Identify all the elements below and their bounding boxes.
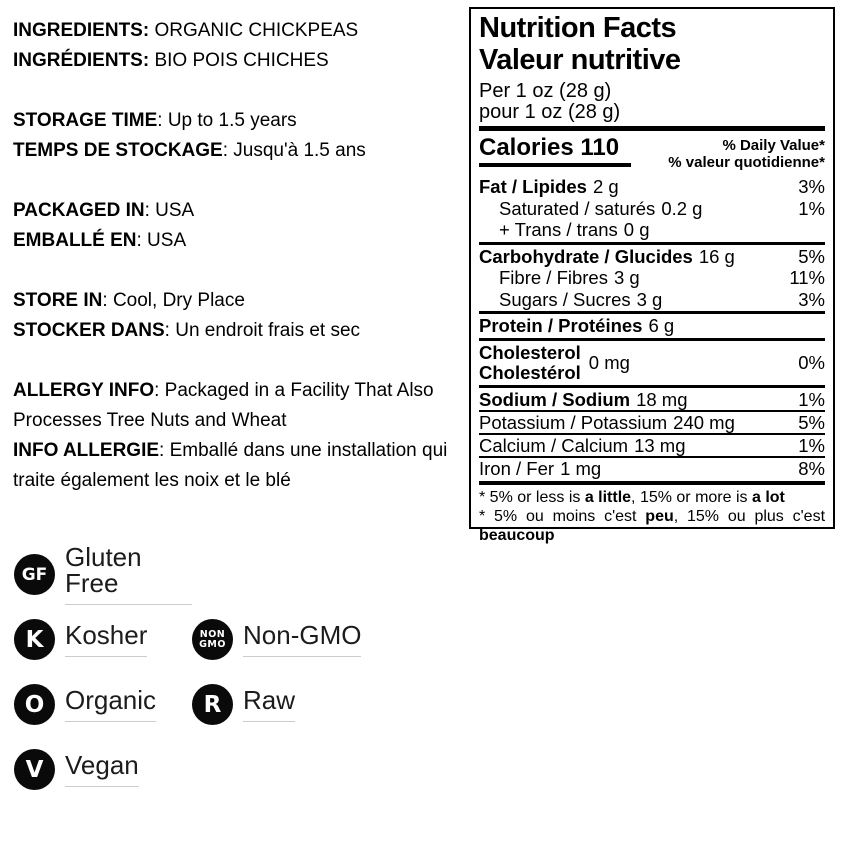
allergy-info-value-en: : Packaged in a Facility That Also Processes Tree Nuts and Wheat — [13, 380, 434, 431]
non-gmo-icon-bottom: GMO — [199, 638, 226, 650]
badge-label-kosher: Kosher — [65, 622, 147, 657]
footnote-fr-part: , 15% ou plus c'est — [673, 508, 826, 525]
ingredients-value-fr: BIO POIS CHICHES — [149, 50, 329, 71]
nutrient-dv: 11% — [789, 267, 825, 288]
badge-gluten-free — [14, 544, 192, 605]
nutrient-name: Carbohydrate / Glucides — [479, 245, 693, 267]
storage-time-label-fr: TEMPS DE STOCKAGE — [13, 140, 223, 161]
product-info-block — [13, 16, 475, 526]
separator-mid — [479, 242, 825, 245]
badge-vegan — [14, 749, 192, 790]
nutrient-row-sugars — [479, 289, 825, 311]
store-in-value-en: : Cool, Dry Place — [102, 290, 245, 311]
nutrient-row-protein — [479, 315, 825, 337]
footnote-en — [479, 488, 825, 507]
store-in-line-fr — [13, 316, 475, 346]
nutrient-amount: 3 g — [613, 267, 640, 288]
footnote-fr — [479, 507, 825, 545]
separator-thick — [479, 481, 825, 485]
cholesterol-name-en: Cholesterol — [479, 341, 581, 363]
non-gmo-icon-top: NON — [199, 628, 226, 640]
calories-label: Calories — [479, 134, 574, 161]
calories-underline — [479, 163, 631, 167]
footnote-fr-part: * 5% ou moins c'est — [479, 508, 646, 525]
separator-thick — [479, 126, 825, 131]
ingredients-label-en: INGREDIENTS: — [13, 20, 150, 41]
allergy-info-label-fr: INFO ALLERGIE — [13, 440, 160, 461]
nutrient-dv: 1% — [798, 434, 825, 456]
panel-title-en: Nutrition Facts — [479, 12, 677, 44]
footnote-en-part: , 15% or more is — [631, 489, 752, 506]
nutrient-amount: 0 mg — [588, 351, 630, 373]
separator-mid — [479, 311, 825, 314]
badge-kosher — [14, 619, 192, 660]
packaged-in-value-fr: : USA — [136, 230, 187, 251]
nutrient-row-fat — [479, 176, 825, 198]
nutrient-name: Saturated / saturés — [499, 197, 656, 219]
ingredients-line-fr — [13, 46, 475, 76]
nutrient-dv: 0% — [798, 351, 825, 373]
ingredients-value-en: ORGANIC CHICKPEAS — [149, 20, 359, 41]
calories-header — [479, 135, 825, 171]
ingredients-line-en — [13, 16, 475, 46]
daily-value-header-en: % Daily Value* — [722, 137, 825, 154]
ingredients-group — [13, 16, 475, 76]
storage-time-group — [13, 106, 475, 166]
nutrient-row-trans — [479, 219, 825, 241]
nutrient-amount: 18 mg — [636, 388, 688, 410]
nutrient-dv: 1% — [798, 197, 825, 219]
nutrient-name: Potassium / Potassium — [479, 411, 668, 433]
nutrient-amount: 2 g — [592, 176, 619, 197]
allergy-info-line-en — [13, 376, 475, 436]
nutrient-name: + Trans / trans — [499, 219, 618, 240]
serving-size-fr: pour 1 oz (28 g) — [479, 101, 621, 123]
nutrient-name: Fibre / Fibres — [499, 267, 608, 288]
packaged-in-line-fr — [13, 226, 475, 256]
calories-amount: 110 — [580, 134, 620, 161]
nutrient-dv: 5% — [798, 245, 825, 267]
panel-title-fr: Valeur nutritive — [479, 44, 681, 76]
certification-badges — [14, 542, 444, 802]
badge-label-non-gmo: Non-GMO — [243, 622, 361, 657]
badge-row — [14, 607, 444, 672]
badge-non-gmo — [192, 619, 361, 660]
nutrient-name: Fat / Lipides — [479, 176, 587, 197]
store-in-group — [13, 286, 475, 346]
allergy-info-group — [13, 376, 475, 496]
nutrient-amount: 0 g — [623, 219, 650, 240]
packaged-in-line-en — [13, 196, 475, 226]
badge-row — [14, 672, 444, 737]
store-in-value-fr: : Un endroit frais et sec — [164, 320, 361, 341]
storage-time-label-en: STORAGE TIME — [13, 110, 158, 131]
nutrient-row-fibre — [479, 267, 825, 289]
nutrient-row-potassium — [479, 412, 825, 434]
nutrient-row-iron — [479, 458, 825, 480]
separator-mid — [479, 385, 825, 388]
cholesterol-names — [479, 343, 581, 383]
nutrient-dv: 3% — [798, 176, 825, 197]
calories-value-block — [479, 135, 631, 167]
footnote-en-part: * 5% or less is — [479, 489, 585, 506]
nutrient-name: Sugars / Sucres — [499, 288, 631, 310]
nutrient-row-carbohydrate — [479, 246, 825, 268]
badge-row — [14, 542, 444, 607]
allergy-info-label-en: ALLERGY INFO — [13, 380, 155, 401]
packaged-in-value-en: : USA — [144, 200, 195, 221]
non-gmo-icon — [192, 619, 233, 660]
nutrient-row-calcium — [479, 435, 825, 457]
daily-value-header — [668, 135, 825, 171]
footnote-en-bold: a lot — [751, 489, 785, 506]
store-in-label-en: STORE IN — [13, 290, 103, 311]
storage-time-line-fr — [13, 136, 475, 166]
nutrient-name: Sodium / Sodium — [479, 388, 631, 410]
ingredients-label-fr: INGRÉDIENTS: — [13, 50, 150, 71]
kosher-icon: K — [14, 619, 55, 660]
badge-label-vegan: Vegan — [65, 752, 139, 787]
allergy-info-value-fr: : Emballé dans une installation qui traite également les noix et le blé — [13, 440, 448, 491]
nutrient-amount: 13 mg — [634, 434, 686, 456]
badge-label-gluten-free: Gluten Free — [65, 544, 192, 605]
store-in-label-fr: STOCKER DANS — [13, 320, 165, 341]
nutrient-row-saturated — [479, 198, 825, 220]
nutrient-amount: 6 g — [648, 315, 675, 336]
nutrient-row-cholesterol — [479, 342, 825, 384]
packaged-in-group — [13, 196, 475, 256]
nutrient-amount: 0.2 g — [661, 197, 703, 219]
footnote-fr-bold: peu — [645, 508, 674, 525]
nutrient-name: Iron / Fer — [479, 457, 555, 479]
nutrient-name: Protein / Protéines — [479, 315, 643, 336]
separator-mid — [479, 338, 825, 341]
store-in-line-en — [13, 286, 475, 316]
nutrient-name: Calcium / Calcium — [479, 434, 629, 456]
nutrient-dv: 3% — [798, 288, 825, 310]
footnote-fr-bold: beaucoup — [479, 527, 555, 544]
raw-icon: R — [192, 684, 233, 725]
nutrient-row-sodium — [479, 389, 825, 411]
storage-time-value-en: : Up to 1.5 years — [157, 110, 297, 131]
packaged-in-label-en: PACKAGED IN — [13, 200, 145, 221]
nutrient-dv: 5% — [798, 411, 825, 433]
nutrient-dv: 8% — [798, 457, 825, 479]
footnote-en-bold: a little — [584, 489, 632, 506]
cholesterol-name-fr: Cholestérol — [479, 361, 581, 383]
nutrition-facts-panel — [469, 7, 835, 544]
badge-raw — [192, 684, 295, 725]
nutrient-amount: 16 g — [698, 245, 735, 267]
allergy-info-line-fr — [13, 436, 475, 496]
storage-time-line-en — [13, 106, 475, 136]
badge-label-raw: Raw — [243, 687, 295, 722]
packaged-in-label-fr: EMBALLÉ EN — [13, 230, 137, 251]
badge-label-organic: Organic — [65, 687, 156, 722]
organic-icon: O — [14, 684, 55, 725]
nutrient-dv: 1% — [798, 388, 825, 410]
storage-time-value-fr: : Jusqu'à 1.5 ans — [222, 140, 366, 161]
nutrient-amount: 240 mg — [673, 411, 735, 433]
serving-size-en: Per 1 oz (28 g) — [479, 80, 612, 102]
badge-organic — [14, 684, 192, 725]
gluten-free-icon: GF — [14, 554, 55, 595]
nutrient-amount: 1 mg — [560, 457, 602, 479]
badge-row — [14, 737, 444, 802]
vegan-icon: V — [14, 749, 55, 790]
daily-value-header-fr: % valeur quotidienne* — [668, 153, 825, 171]
nutrient-amount: 3 g — [636, 288, 663, 310]
